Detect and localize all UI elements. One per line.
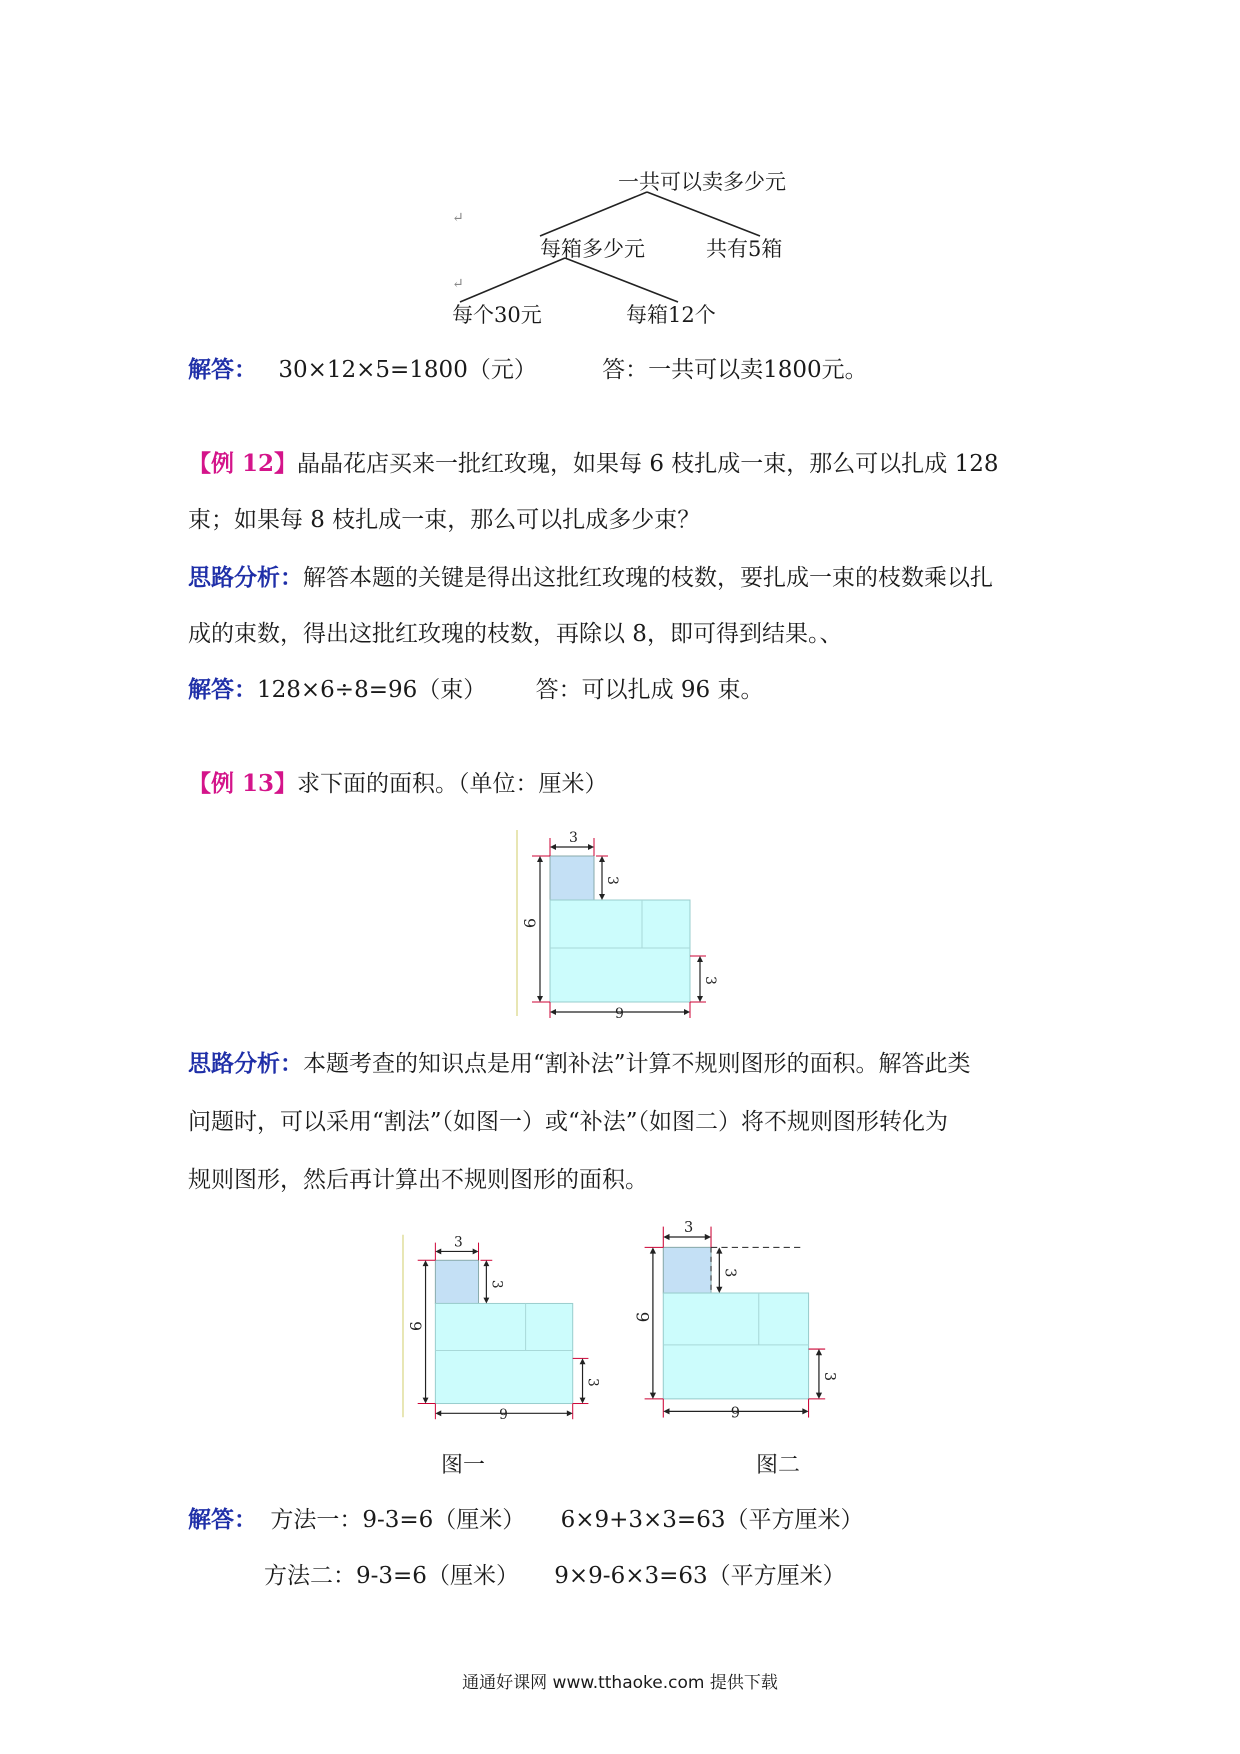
bottom-width-label: 9	[730, 1405, 740, 1422]
method-1-calc: 6×9+3×3=63（平方厘米）	[560, 1507, 864, 1533]
tree-leaf-left: 每个30元	[452, 303, 542, 327]
answer-conclusion: 答：可以扎成 96 束。	[535, 677, 764, 703]
right-height-label: 3	[821, 1371, 838, 1382]
example-13-analysis-3: 规则图形，然后再计算出不规则图形的面积。	[188, 1167, 648, 1193]
tree-mid-left: 每箱多少元	[540, 237, 645, 261]
answer-label: 解答：	[188, 1506, 257, 1533]
top-width-label: 3	[684, 1219, 694, 1236]
figure-1-split	[402, 1228, 610, 1426]
answer-label: 解答：	[188, 676, 257, 703]
answer-conclusion: 答：一共可以卖1800元。	[602, 357, 868, 383]
paragraph-mark-icon: ↵	[452, 276, 464, 292]
figure-2-fill	[628, 1216, 848, 1424]
method-2-calc: 9×9-6×3=63（平方厘米）	[554, 1563, 846, 1589]
page-footer: 通通好课网 www.tthaoke.com 提供下载	[462, 1673, 778, 1693]
example-13-analysis-2: 问题时，可以采用“割法”（如图一）或“补法”（如图二）将不规则图形转化为	[188, 1109, 949, 1135]
bottom-width-label: 9	[499, 1407, 508, 1424]
figure-2-caption: 图二	[756, 1453, 801, 1478]
example-tag: 【例 12】	[188, 450, 298, 477]
example-12-line2: 束；如果每 8 枝扎成一束，那么可以扎成多少束？	[188, 507, 701, 533]
paragraph-mark-icon: ↵	[452, 210, 464, 226]
top-height-label: 3	[488, 1279, 505, 1289]
example-12-answer	[188, 674, 763, 706]
right-height-label: 3	[702, 976, 718, 985]
example-12-line1	[188, 448, 998, 480]
method-2: 方法二：9-3=6（厘米）	[264, 1563, 519, 1589]
example-12-analysis-1	[188, 562, 993, 594]
example-13-answer-1	[188, 1504, 863, 1536]
method-1: 方法一：9-3=6（厘米）	[270, 1507, 526, 1533]
example-tag: 【例 13】	[188, 770, 298, 797]
top-width-label: 3	[569, 830, 578, 846]
total-height-label: 9	[520, 918, 539, 929]
example-12-analysis-2: 成的束数，得出这批红玫瑰的枝数，再除以 8，即可得到结果。、	[188, 621, 843, 647]
analysis-label: 思路分析：	[188, 1050, 303, 1077]
top-height-label: 3	[721, 1268, 738, 1278]
example-13-answer-2	[264, 1560, 846, 1592]
l-shape-figure	[516, 826, 728, 1022]
example-13-question	[188, 768, 608, 800]
answer-text: 128×6÷8=96（束）	[257, 677, 487, 703]
answer-text: 30×12×5=1800（元）	[278, 357, 537, 383]
analysis-label: 思路分析：	[188, 564, 303, 591]
analysis-text: 解答本题的关键是得出这批红玫瑰的枝数，要扎成一束的枝数乘以扎	[303, 565, 993, 591]
answer-1	[188, 354, 868, 386]
question-text: 晶晶花店买来一批红玫瑰，如果每 6 枝扎成一束，那么可以扎成 128	[297, 451, 999, 477]
question-text: 求下面的面积。（单位：厘米）	[297, 771, 608, 797]
top-height-label: 3	[604, 876, 620, 885]
tree-leaf-right: 每箱12个	[626, 303, 716, 327]
tree-mid-right: 共有5箱	[706, 237, 783, 261]
answer-label: 解答：	[188, 356, 257, 383]
example-13-analysis-1	[188, 1048, 971, 1080]
total-height-label: 9	[632, 1311, 652, 1323]
right-height-label: 3	[584, 1378, 601, 1387]
analysis-text: 本题考查的知识点是用“割补法”计算不规则图形的面积。解答此类	[303, 1051, 971, 1077]
total-height-label: 9	[405, 1321, 425, 1332]
top-width-label: 3	[454, 1234, 463, 1251]
tree-root: 一共可以卖多少元	[618, 170, 786, 194]
bottom-width-label: 9	[615, 1006, 624, 1022]
figure-1-caption: 图一	[441, 1453, 486, 1478]
